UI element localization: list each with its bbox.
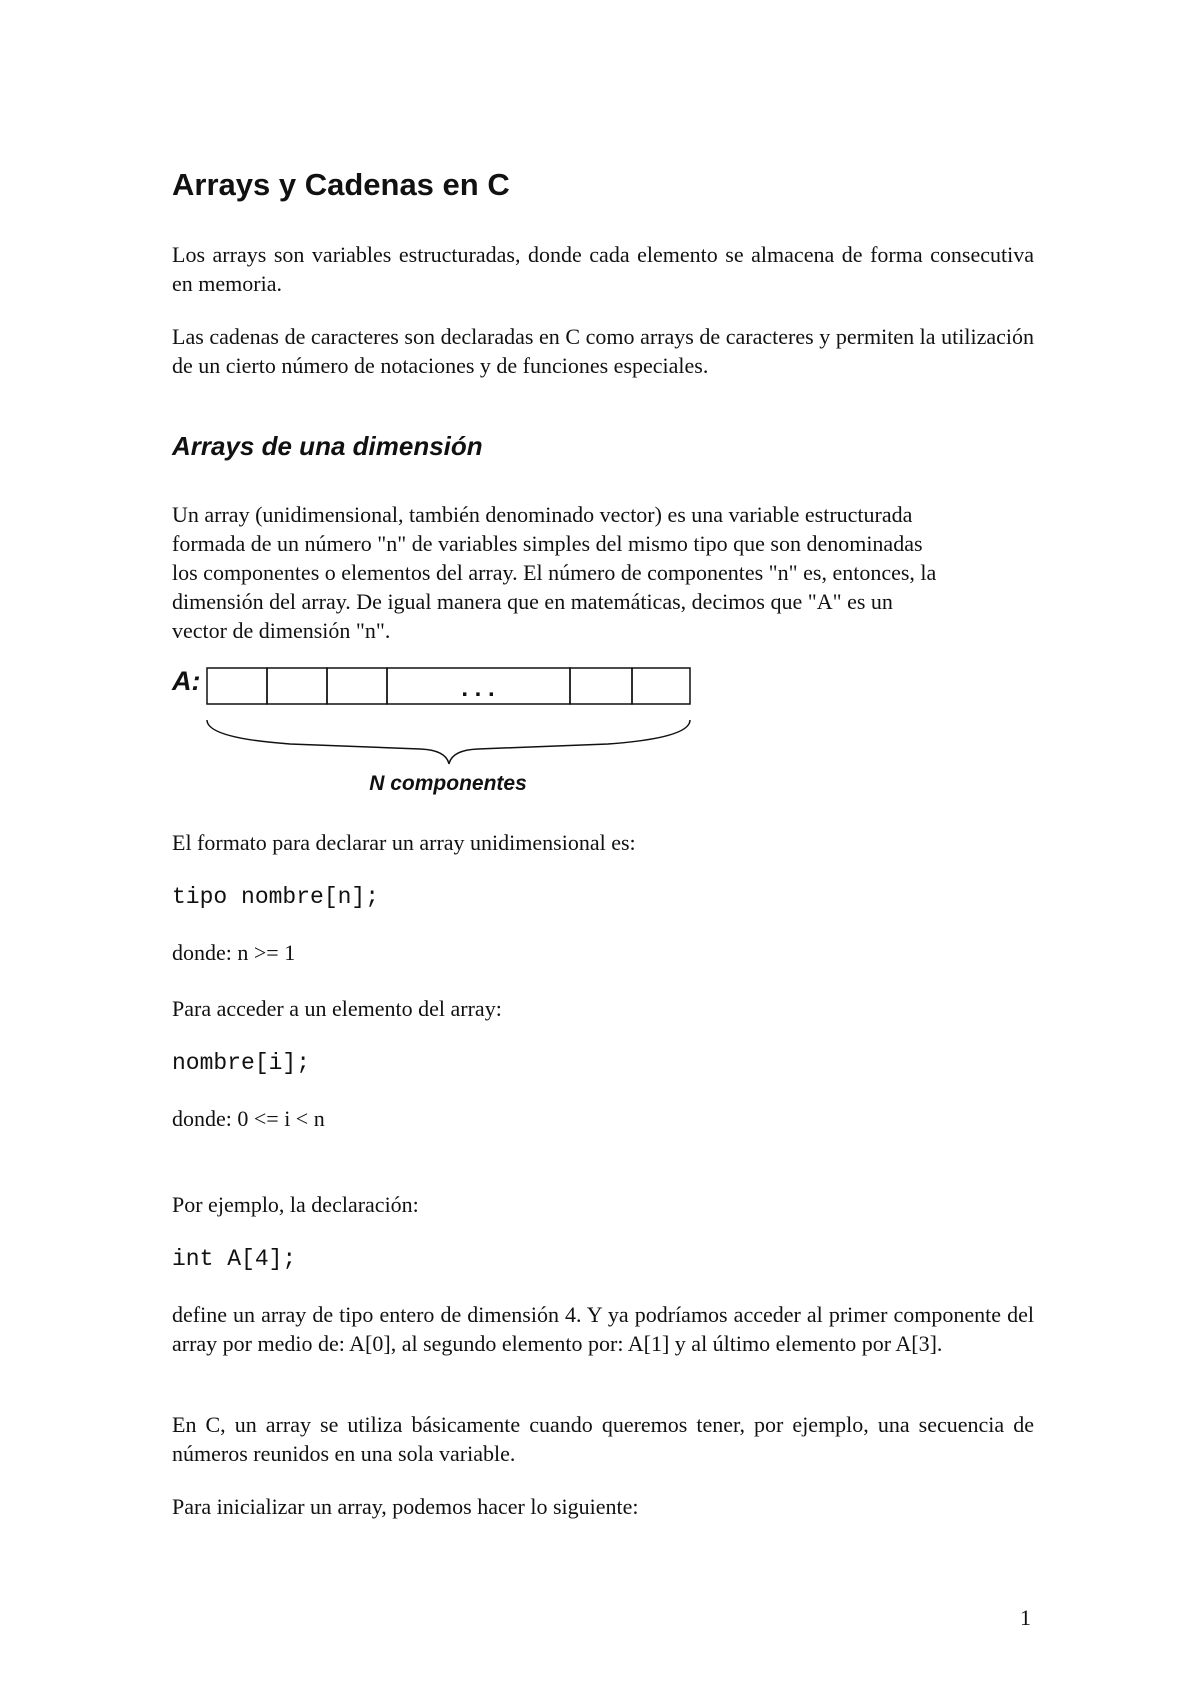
brace-label: N componentes xyxy=(369,772,527,795)
section-heading: Arrays de una dimensión xyxy=(172,431,483,461)
section-paragraph: Un array (unidimensional, también denominado vector) es una variable estructurada formada de un número "n" de variables simples del mismo tipo que son denominadas los componentes o elementos del array. El número de componentes "n" es, entonces, la dimensión del array. De igual manera que en matemáticas, decimos que "A" es un vector de dimensión "n". xyxy=(172,502,937,643)
intro-paragraph-2: Las cadenas de caracteres son declaradas en C como arrays de caracteres y permiten la utilización de un cierto número de notaciones y de funciones especiales. xyxy=(172,324,1034,378)
declaration-condition: donde: n >= 1 xyxy=(172,940,296,965)
ellipsis-text: . . . xyxy=(461,675,495,702)
init-intro: Para inicializar un array, podemos hacer lo siguiente: xyxy=(172,1494,639,1519)
page-number: 1 xyxy=(1020,1605,1031,1630)
example-explanation: define un array de tipo entero de dimensión 4. Y ya podríamos acceder al primer componente del array por medio de: A[0], al segundo elemento por: A[1] y al último elemento por A[3]. xyxy=(172,1302,1034,1356)
example-code: int A[4]; xyxy=(172,1246,297,1272)
example-usage: En C, un array se utiliza básicamente cuando queremos tener, por ejemplo, una secuencia de números reunidos en una sola variable. xyxy=(172,1412,1034,1466)
array-label: A: xyxy=(172,666,201,696)
array-cell xyxy=(632,668,690,704)
array-cell xyxy=(267,668,327,704)
array-diagram xyxy=(170,660,710,800)
array-cell xyxy=(327,668,387,704)
access-code: nombre[i]; xyxy=(172,1050,311,1076)
array-cells xyxy=(207,668,690,704)
access-condition: donde: 0 <= i < n xyxy=(172,1106,325,1131)
array-cell xyxy=(570,668,632,704)
array-cell xyxy=(207,668,267,704)
page-title: Arrays y Cadenas en C xyxy=(172,167,510,202)
array-diagram-svg xyxy=(170,660,710,800)
example-intro: Por ejemplo, la declaración: xyxy=(172,1192,419,1217)
declaration-intro: El formato para declarar un array unidimensional es: xyxy=(172,830,636,855)
declaration-code: tipo nombre[n]; xyxy=(172,884,380,910)
intro-paragraph-1: Los arrays son variables estructuradas, donde cada elemento se almacena de forma consecutiva en memoria. xyxy=(172,242,1034,296)
access-intro: Para acceder a un elemento del array: xyxy=(172,996,502,1021)
brace-shape xyxy=(207,720,690,764)
